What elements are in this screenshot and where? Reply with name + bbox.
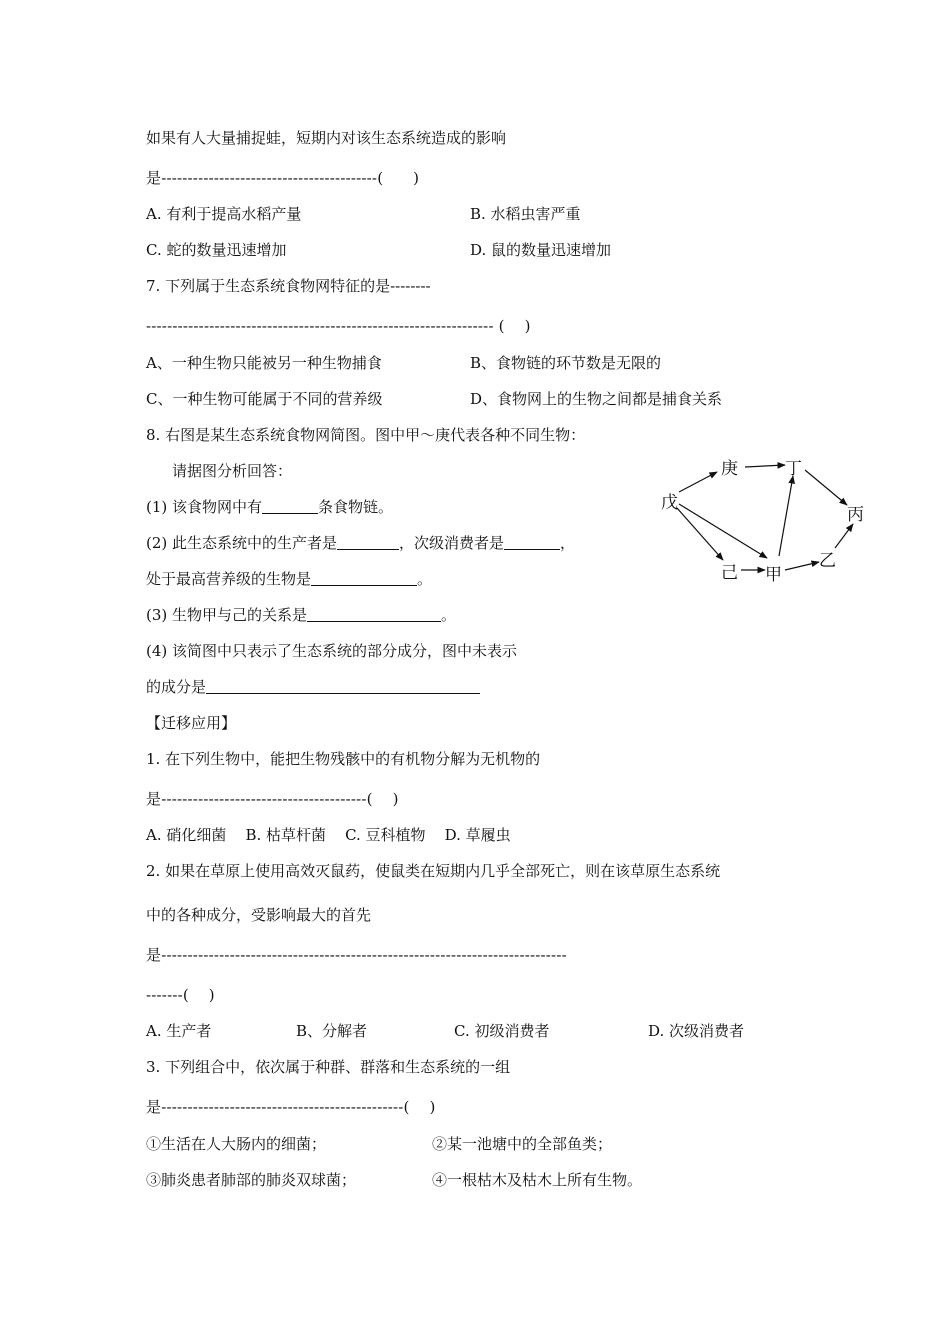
arrow-jia-ding — [779, 476, 793, 556]
q8-part4-line2 — [146, 677, 480, 697]
t3-item-2: ②某一池塘中的全部鱼类； — [432, 1135, 613, 1153]
section-title: 【迁移应用】 — [146, 714, 237, 732]
food-web-diagram — [655, 450, 875, 590]
arrow-wu-jia — [679, 504, 767, 558]
q8-part2-comma: ， — [560, 534, 576, 552]
q7-stem: 7. 下列属于生态系统食物网特征的是-------- — [146, 277, 431, 295]
q8-part3 — [146, 605, 456, 625]
q8-blank-relation[interactable] — [307, 606, 441, 622]
arrow-jia-yi — [785, 562, 819, 570]
q7-option-d: D、食物网上的生物之间都是捕食关系 — [470, 390, 723, 408]
q7-option-a: A、一种生物只能被另一种生物捕食 — [146, 354, 382, 372]
q6-option-d: D. 鼠的数量迅速增加 — [470, 241, 612, 259]
t3-item-3: ③肺炎患者肺部的肺炎双球菌； — [146, 1171, 357, 1189]
node-wu: 戊 — [661, 493, 678, 513]
t3-item-4: ④一根枯木及枯木上所有生物。 — [432, 1171, 643, 1189]
q8-blank-chain-count[interactable] — [262, 498, 318, 514]
q8-part2-text: (2) 此生态系统中的生产者是 — [146, 534, 338, 552]
q7-option-b: B、食物链的环节数是无限的 — [470, 354, 662, 372]
node-yi: 乙 — [819, 551, 836, 571]
q8-part2-mid: ，次级消费者是 — [399, 534, 505, 552]
q8-part2-line2 — [146, 569, 432, 589]
q6-answer-line: 是-----------------------------------------( ) — [146, 169, 420, 187]
q6-option-c: C. 蛇的数量迅速增加 — [146, 241, 287, 259]
q8-part3-end: 。 — [441, 606, 457, 624]
t3-answer-line: 是----------------------------------------------( ) — [146, 1098, 436, 1116]
t3-stem: 3. 下列组合中，依次属于种群、群落和生态系统的一组 — [146, 1058, 511, 1076]
q6-stem: 如果有人大量捕捉蛙，短期内对该生态系统造成的影响 — [146, 129, 507, 147]
t2-option-c: C. 初级消费者 — [454, 1022, 550, 1040]
t2-stem-line2: 中的各种成分，受影响最大的首先 — [146, 906, 372, 924]
q8-part1 — [146, 497, 393, 517]
t1-options: A. 硝化细菌 B. 枯草杆菌 C. 豆科植物 D. 草履虫 — [146, 826, 511, 844]
q6-option-b: B. 水稻虫害严重 — [470, 205, 581, 223]
q8-blank-missing-components[interactable] — [206, 678, 480, 694]
t3-item-1: ①生活在人大肠内的细菌； — [146, 1135, 327, 1153]
q8-prompt: 请据图分析回答： — [172, 462, 293, 480]
arrow-wu-geng — [679, 472, 717, 492]
node-bing: 丙 — [847, 505, 864, 525]
q8-blank-top-level[interactable] — [311, 570, 417, 586]
q7-option-c: C、一种生物可能属于不同的营养级 — [146, 390, 383, 408]
arrow-wu-ji — [677, 508, 723, 560]
arrow-ding-bing — [805, 470, 847, 505]
t2-answer-line: 是----------------------------------------------------------------------------- — [146, 946, 567, 964]
q8-part2-end: 。 — [417, 570, 433, 588]
q8-part1-tail: 条食物链。 — [318, 498, 394, 516]
node-ding: 丁 — [785, 459, 802, 479]
node-jia: 甲 — [765, 565, 782, 585]
q8-stem: 8. 右图是某生态系统食物网简图。图中甲～庚代表各种不同生物： — [146, 426, 586, 444]
q8-part2-top-text: 处于最高营养级的生物是 — [146, 570, 312, 588]
q7-answer-line: ------------------------------------------------------------------ ( ) — [146, 317, 531, 335]
q8-part4-text: 的成分是 — [146, 678, 207, 696]
node-geng: 庚 — [721, 459, 738, 479]
q8-part2 — [146, 533, 575, 553]
t1-stem: 1. 在下列生物中，能把生物残骸中的有机物分解为无机物的 — [146, 750, 541, 768]
arrow-geng-ding — [745, 465, 785, 467]
q6-option-a: A. 有利于提高水稻产量 — [146, 205, 302, 223]
q8-part1-text: (1) 该食物网中有 — [146, 498, 263, 516]
q8-part4: (4) 该简图中只表示了生态系统的部分成分，图中未表示 — [146, 642, 518, 660]
q8-blank-producer[interactable] — [337, 534, 399, 550]
q8-part3-text: (3) 生物甲与己的关系是 — [146, 606, 308, 624]
t1-answer-line: 是---------------------------------------( ) — [146, 790, 399, 808]
q8-blank-secondary-consumer[interactable] — [504, 534, 560, 550]
t2-stem: 2. 如果在草原上使用高效灭鼠药，使鼠类在短期内几乎全部死亡，则在该草原生态系统 — [146, 862, 721, 880]
node-ji: 己 — [721, 563, 738, 583]
t2-option-a: A. 生产者 — [146, 1022, 212, 1040]
t2-option-b: B、分解者 — [296, 1022, 368, 1040]
t2-answer-line2: -------( ) — [146, 986, 215, 1004]
t2-option-d: D. 次级消费者 — [648, 1022, 745, 1040]
arrow-yi-bing — [835, 524, 853, 548]
